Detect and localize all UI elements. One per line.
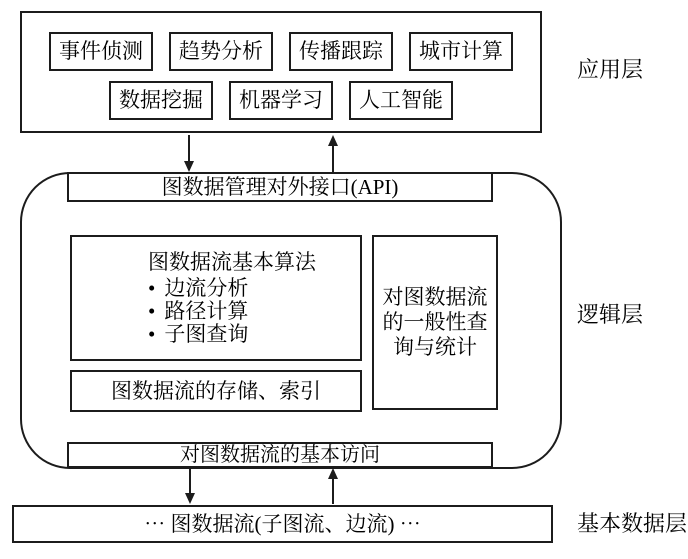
application-layer-label: 应用层 [577,57,644,82]
application-row-2 [22,81,540,120]
api-interface-bar: 图数据管理对外接口(API) [67,172,493,202]
general-query-statistics-box: 对图数据流的一般性查询与统计 [372,235,498,410]
basic-algorithms-box [70,235,362,361]
app-box-artificial-intelligence: 人工智能 [349,81,453,120]
bullet-marker: • [148,276,156,300]
algorithm-item-subgraph-query [148,323,360,346]
down-arrowhead-icon [184,161,194,172]
app-box-trend-analysis: 趋势分析 [169,32,273,71]
down-arrowhead-icon [185,493,195,504]
algorithm-item-label: 子图查询 [164,322,249,346]
app-box-data-mining: 数据挖掘 [109,81,213,120]
storage-index-bar: 图数据流的存储、索引 [70,370,362,412]
graph-data-stream-box: ⋯ 图数据流(子图流、边流) ⋯ [12,505,553,543]
up-arrowhead-icon [328,135,338,146]
app-box-machine-learning: 机器学习 [229,81,333,120]
up-arrowhead-icon [328,468,338,479]
application-layer-box [20,11,542,133]
basic-access-bar: 对图数据流的基本访问 [67,442,493,468]
app-box-event-detection: 事件侦测 [49,32,153,71]
algorithm-item-label: 边流分析 [164,276,249,300]
algorithm-item-label: 路径计算 [164,299,249,323]
application-row-1 [22,32,540,71]
logic-to-app-up-arrow [332,146,334,172]
app-box-urban-computing: 城市计算 [409,32,513,71]
logic-to-data-down-arrow [189,468,191,493]
data-to-logic-up-arrow [332,479,334,504]
bullet-marker: • [148,322,156,346]
basic-algorithms-title: 图数据流基本算法 [148,250,316,274]
bullet-marker: • [148,299,156,323]
algorithm-item-edge-stream [148,277,360,300]
data-layer-label: 基本数据层 [577,511,688,536]
app-box-propagation-tracking: 传播跟踪 [289,32,393,71]
algorithm-item-path-computation [148,300,360,323]
logic-layer-label: 逻辑层 [577,302,644,327]
app-to-logic-down-arrow [188,135,190,161]
